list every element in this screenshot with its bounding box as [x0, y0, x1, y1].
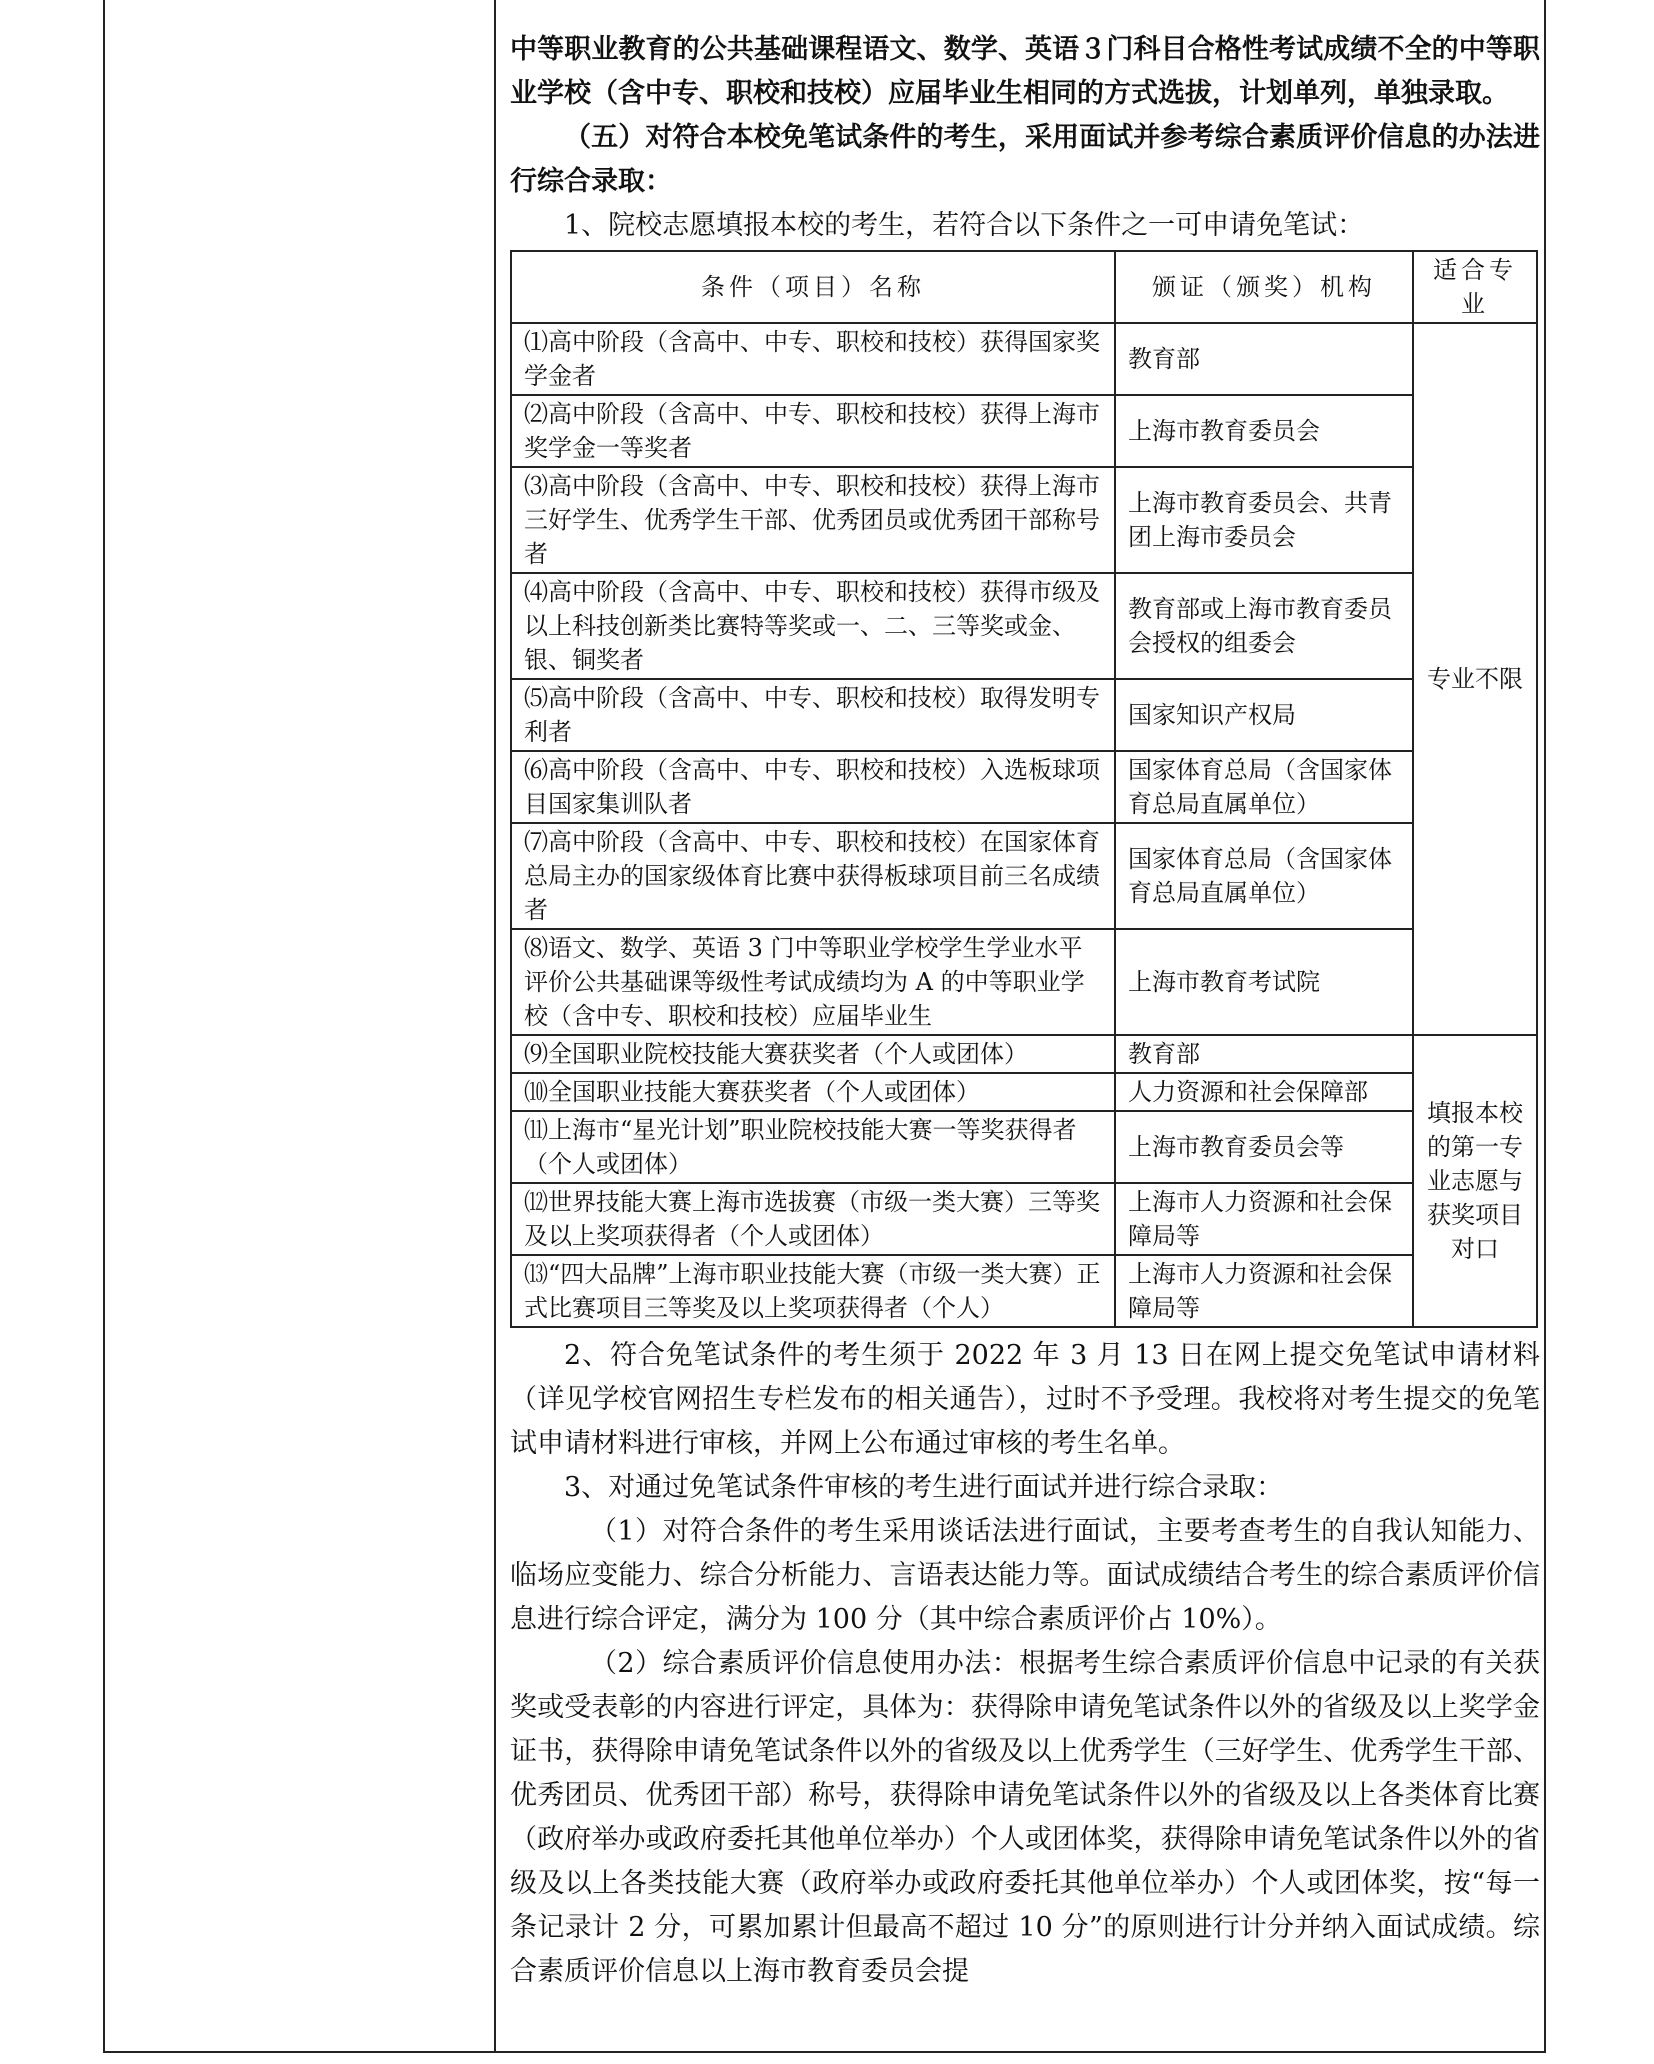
paragraph-section-5-heading: （五）对符合本校免笔试条件的考生，采用面试并参考综合素质评价信息的办法进行综合录取： [510, 122, 1540, 197]
authority-cell: 人力资源和社会保障部 [1115, 1073, 1413, 1111]
authority-cell: 教育部 [1115, 1035, 1413, 1073]
table-row [511, 751, 1537, 823]
specialty-cell: 专业不限 [1413, 323, 1537, 1035]
table-row [511, 323, 1537, 395]
authority-cell: 上海市教育委员会等 [1115, 1111, 1413, 1183]
condition-cell: ⑿世界技能大赛上海市选拔赛（市级一类大赛）三等奖及以上奖项获得者（个人或团体） [511, 1183, 1115, 1255]
table-row [511, 1073, 1537, 1111]
condition-cell: ⑸高中阶段（含高中、中专、职校和技校）取得发明专利者 [511, 679, 1115, 751]
table-header-row [511, 251, 1537, 323]
table-row [511, 1035, 1537, 1073]
condition-cell: ⑽全国职业技能大赛获奖者（个人或团体） [511, 1073, 1115, 1111]
paragraph-interview-intro: 3、对通过免笔试条件审核的考生进行面试并进行综合录取： [564, 1472, 1284, 1503]
table-row [511, 1255, 1537, 1327]
condition-cell: ⒀“四大品牌”上海市职业技能大赛（市级一类大赛）正式比赛项目三等奖及以上奖项获得者（个人） [511, 1255, 1115, 1327]
paragraph-1: 中等职业教育的公共基础课程语文、数学、英语３门科目合格性考试成绩不全的中等职业学校（含中专、职校和技校）应届毕业生相同的方式选拔，计划单列，单独录取。 [510, 34, 1540, 109]
header-specialty: 适合专业 [1413, 251, 1537, 323]
condition-cell: ⑷高中阶段（含高中、中专、职校和技校）获得市级及以上科技创新类比赛特等奖或一、二、三等奖或金、银、铜奖者 [511, 573, 1115, 679]
column-divider [494, 0, 496, 2051]
specialty-cell: 填报本校的第一专业志愿与获奖项目对口 [1413, 1035, 1537, 1327]
paragraph-condition-intro: 1、院校志愿填报本校的考生，若符合以下条件之一可申请免笔试： [564, 210, 1365, 241]
authority-cell: 教育部或上海市教育委员会授权的组委会 [1115, 573, 1413, 679]
condition-cell: ⑶高中阶段（含高中、中专、职校和技校）获得上海市三好学生、优秀学生干部、优秀团员或优秀团干部称号者 [511, 467, 1115, 573]
paragraph-interview-method: （1）对符合条件的考生采用谈话法进行面试，主要考查考生的自我认知能力、临场应变能力、综合分析能力、言语表达能力等。面试成绩结合考生的综合素质评价信息进行综合评定，满分为 100 分（其中综合素质评价占 10%）。 [510, 1516, 1540, 1635]
authority-cell: 教育部 [1115, 323, 1413, 395]
table-row [511, 395, 1537, 467]
paragraph-submission: 2、符合免笔试条件的考生须于 2022 年 3 月 13 日在网上提交免笔试申请材料（详见学校官网招生专栏发布的相关通告），过时不予受理。我校将对考生提交的免笔试申请材料进行审核，并网上公布通过审核的考生名单。 [510, 1340, 1540, 1459]
table-row [511, 823, 1537, 929]
table-row [511, 679, 1537, 751]
condition-cell: ⑵高中阶段（含高中、中专、职校和技校）获得上海市奖学金一等奖者 [511, 395, 1115, 467]
table-row [511, 467, 1537, 573]
header-condition: 条件（项目）名称 [511, 251, 1115, 323]
exemption-conditions-table [510, 250, 1538, 1328]
paragraph-evaluation-method: （2）综合素质评价信息使用办法：根据考生综合素质评价信息中记录的有关获奖或受表彰的内容进行评定，具体为：获得除申请免笔试条件以外的省级及以上奖学金证书，获得除申请免笔试条件以外的省级及以上优秀学生（三好学生、优秀学生干部、优秀团员、优秀团干部）称号，获得除申请免笔试条件以外的省级及以上各类体育比赛（政府举办或政府委托其他单位举办）个人或团体奖，获得除申请免笔试条件以外的省级及以上各类技能大赛（政府举办或政府委托其他单位举办）个人或团体奖，按“每一条记录计 2 分，可累加累计但最高不超过 10 分”的原则进行计分并纳入面试成绩。综合素质评价信息以上海市教育委员会提 [510, 1648, 1540, 1987]
condition-cell: ⑼全国职业院校技能大赛获奖者（个人或团体） [511, 1035, 1115, 1073]
condition-cell: ⑺高中阶段（含高中、中专、职校和技校）在国家体育总局主办的国家级体育比赛中获得板球项目前三名成绩者 [511, 823, 1115, 929]
table-row [511, 929, 1537, 1035]
table-row [511, 1111, 1537, 1183]
header-authority: 颁证（颁奖）机构 [1115, 251, 1413, 323]
main-content [510, 28, 1540, 1994]
authority-cell: 国家体育总局（含国家体育总局直属单位） [1115, 751, 1413, 823]
condition-cell: ⑻语文、数学、英语 3 门中等职业学校学生学业水平评价公共基础课等级性考试成绩均为 A 的中等职业学校（含中专、职校和技校）应届毕业生 [511, 929, 1115, 1035]
condition-cell: ⑴高中阶段（含高中、中专、职校和技校）获得国家奖学金者 [511, 323, 1115, 395]
authority-cell: 国家体育总局（含国家体育总局直属单位） [1115, 823, 1413, 929]
authority-cell: 上海市教育委员会、共青团上海市委员会 [1115, 467, 1413, 573]
authority-cell: 国家知识产权局 [1115, 679, 1413, 751]
authority-cell: 上海市人力资源和社会保障局等 [1115, 1255, 1413, 1327]
table-row [511, 573, 1537, 679]
condition-cell: ⑾上海市“星光计划”职业院校技能大赛一等奖获得者（个人或团体） [511, 1111, 1115, 1183]
authority-cell: 上海市教育考试院 [1115, 929, 1413, 1035]
table-row [511, 1183, 1537, 1255]
authority-cell: 上海市教育委员会 [1115, 395, 1413, 467]
authority-cell: 上海市人力资源和社会保障局等 [1115, 1183, 1413, 1255]
condition-cell: ⑹高中阶段（含高中、中专、职校和技校）入选板球项目国家集训队者 [511, 751, 1115, 823]
